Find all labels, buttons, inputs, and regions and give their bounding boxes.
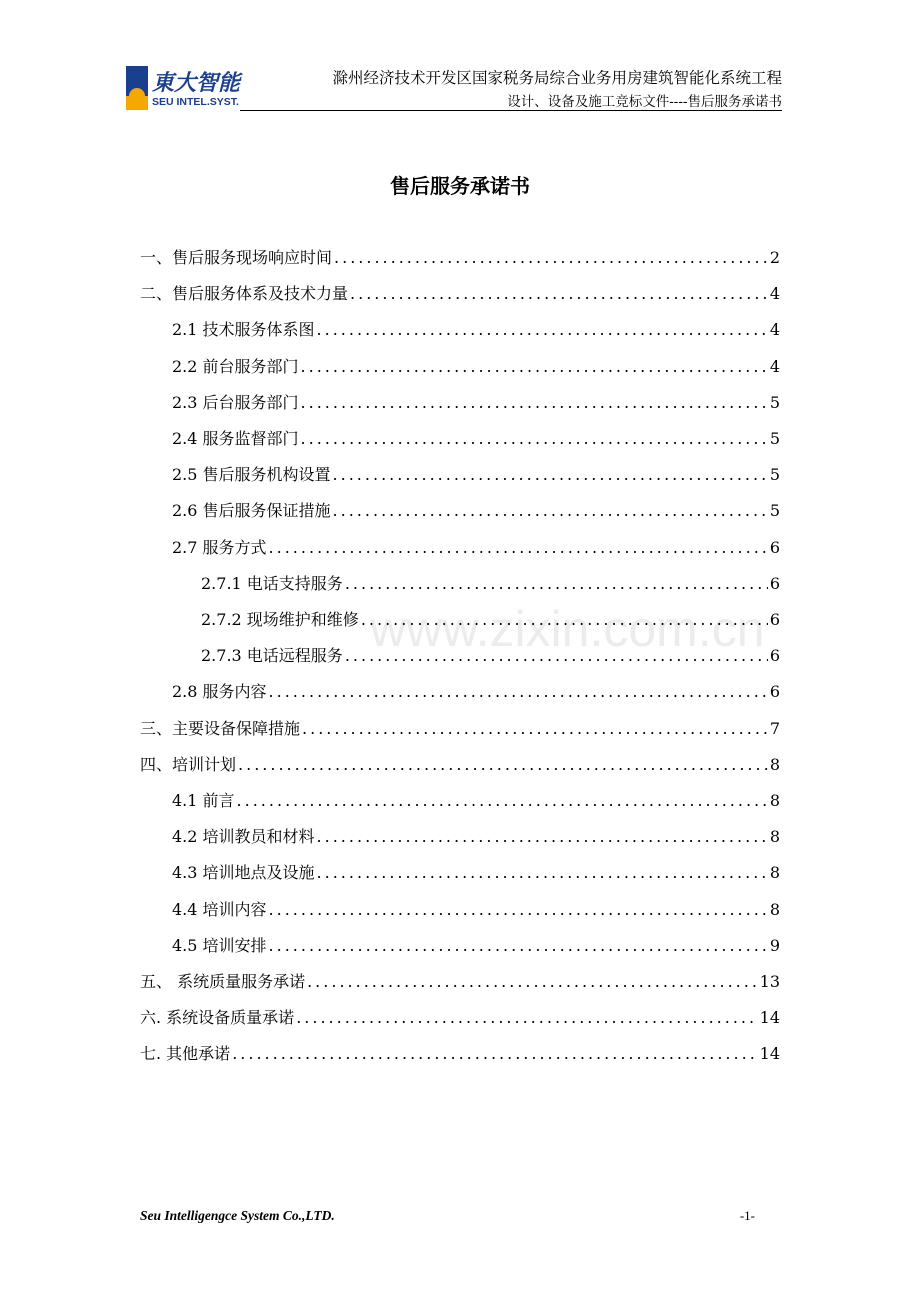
toc-entry-label: 2.1 技术服务体系图 <box>172 320 315 340</box>
toc-entry-label: 4.2 培训教员和材料 <box>172 827 315 847</box>
toc-entry-label: 一、售后服务现场响应时间 <box>140 248 333 267</box>
toc-entry-page: 13 <box>759 972 780 991</box>
toc-entry-page: 6 <box>769 537 780 557</box>
toc-entry[interactable] <box>140 317 780 353</box>
toc-entry[interactable] <box>140 643 780 679</box>
toc-entry-label: 2.3 后台服务部门 <box>172 392 299 412</box>
toc-dot-leader <box>269 936 768 955</box>
toc-dot-leader <box>238 755 768 774</box>
toc-dot-leader <box>302 719 768 738</box>
toc-dot-leader <box>307 972 758 991</box>
company-logo <box>126 66 241 112</box>
toc-entry-label: 2.7.3 电话远程服务 <box>201 646 343 666</box>
toc-entry[interactable] <box>140 535 780 571</box>
toc-dot-leader <box>317 863 768 882</box>
toc-dot-leader <box>361 610 768 629</box>
toc-entry[interactable] <box>140 571 780 607</box>
toc-entry-label: 2.7 服务方式 <box>172 537 267 557</box>
toc-entry-page: 5 <box>769 429 780 448</box>
toc-entry[interactable] <box>140 462 780 498</box>
toc-entry[interactable] <box>140 1005 780 1041</box>
toc-entry[interactable] <box>140 390 780 426</box>
watermark: www.zixin.com.cn <box>370 601 765 657</box>
toc-entry-page: 5 <box>769 465 780 485</box>
toc-entry-label: 五、 系统质量服务承诺 <box>140 972 306 991</box>
toc-dot-leader <box>334 248 768 267</box>
toc-entry[interactable] <box>140 752 780 788</box>
toc-entry-page: 4 <box>769 356 780 376</box>
toc-dot-leader <box>333 501 768 520</box>
toc-entry[interactable] <box>140 426 780 462</box>
toc-dot-leader <box>350 284 768 303</box>
logo-chinese-text: 東大智能 <box>152 71 241 96</box>
toc-entry-page: 7 <box>769 718 780 738</box>
toc-entry-page: 8 <box>769 754 780 774</box>
toc-dot-leader <box>296 1008 757 1027</box>
toc-entry[interactable] <box>140 933 780 969</box>
toc-dot-leader <box>269 682 768 701</box>
toc-entry[interactable] <box>140 607 780 643</box>
sun-logo-icon <box>126 66 148 110</box>
toc-entry[interactable] <box>140 860 780 896</box>
toc-entry-page: 2 <box>769 248 780 267</box>
toc-dot-leader <box>301 357 768 376</box>
toc-entry[interactable] <box>140 824 780 860</box>
toc-entry[interactable] <box>140 281 780 317</box>
toc-dot-leader <box>301 429 768 448</box>
toc-entry[interactable] <box>140 897 780 933</box>
toc-entry-label: 七. 其他承诺 <box>140 1044 231 1064</box>
toc-entry-page: 8 <box>769 863 780 883</box>
toc-dot-leader <box>269 538 768 557</box>
toc-entry[interactable] <box>140 1041 780 1077</box>
toc-entry-page: 5 <box>769 501 780 521</box>
logo-english-text: SEU INTEL.SYST. <box>152 96 239 108</box>
toc-entry[interactable] <box>140 969 780 1005</box>
toc-entry-page: 6 <box>769 682 780 702</box>
toc-entry-page: 14 <box>759 1044 780 1064</box>
toc-dot-leader <box>301 393 768 412</box>
toc-entry-page: 5 <box>769 392 780 412</box>
toc-entry-label: 二、售后服务体系及技术力量 <box>140 284 349 304</box>
toc-entry-label: 2.7.2 现场维护和维修 <box>201 610 359 629</box>
toc-entry-label: 三、主要设备保障措施 <box>140 718 301 738</box>
toc-dot-leader <box>317 320 768 339</box>
toc-entry-label: 2.4 服务监督部门 <box>172 429 299 448</box>
toc-entry-page: 8 <box>769 827 780 847</box>
toc-entry-label: 四、培训计划 <box>140 754 237 774</box>
toc-entry-label: 2.7.1 电话支持服务 <box>201 573 343 593</box>
toc-entry-page: 6 <box>769 610 780 629</box>
toc-entry-page: 4 <box>769 320 780 340</box>
toc-dot-leader <box>237 791 768 810</box>
toc-entry-page: 4 <box>769 284 780 304</box>
toc-dot-leader <box>333 465 768 484</box>
toc-entry[interactable] <box>140 245 780 281</box>
toc-entry[interactable] <box>140 354 780 390</box>
toc-entry-label: 2.2 前台服务部门 <box>172 356 299 376</box>
toc-entry-page: 8 <box>769 899 780 919</box>
footer-page-number: -1- <box>739 1208 755 1223</box>
header-divider <box>240 110 782 111</box>
toc-entry-page: 6 <box>769 646 780 666</box>
toc-dot-leader <box>317 827 768 846</box>
toc-entry-label: 2.8 服务内容 <box>172 682 267 702</box>
toc-entry-page: 9 <box>769 935 780 955</box>
toc-dot-leader <box>345 574 768 593</box>
toc-entry-label: 2.5 售后服务机构设置 <box>172 465 331 485</box>
toc-entry-page: 6 <box>769 573 780 593</box>
toc-dot-leader <box>232 1044 757 1063</box>
toc-entry-page: 8 <box>769 791 780 810</box>
footer-company: Seu Intelligengce System Co.,LTD. <box>140 1208 335 1223</box>
toc-dot-leader <box>345 646 768 665</box>
toc-entry-label: 4.5 培训安排 <box>172 935 267 955</box>
toc-entry[interactable] <box>140 716 780 752</box>
toc-entry[interactable] <box>140 679 780 715</box>
header-document-subtitle: 设计、设备及施工竞标文件----售后服务承诺书 <box>507 94 782 110</box>
header-project-title: 滁州经济技术开发区国家税务局综合业务用房建筑智能化系统工程 <box>332 69 782 87</box>
toc-entry-label: 4.4 培训内容 <box>172 899 267 919</box>
toc-entry[interactable] <box>140 788 780 824</box>
toc-entry-label: 2.6 售后服务保证措施 <box>172 501 331 521</box>
toc-entry-label: 六. 系统设备质量承诺 <box>140 1008 295 1028</box>
toc-entry[interactable] <box>140 498 780 534</box>
toc-entry-page: 14 <box>759 1008 780 1028</box>
toc-entry-label: 4.1 前言 <box>172 791 235 810</box>
toc-dot-leader <box>269 900 768 919</box>
page-title: 售后服务承诺书 <box>390 174 530 198</box>
toc-entry-label: 4.3 培训地点及设施 <box>172 863 315 883</box>
